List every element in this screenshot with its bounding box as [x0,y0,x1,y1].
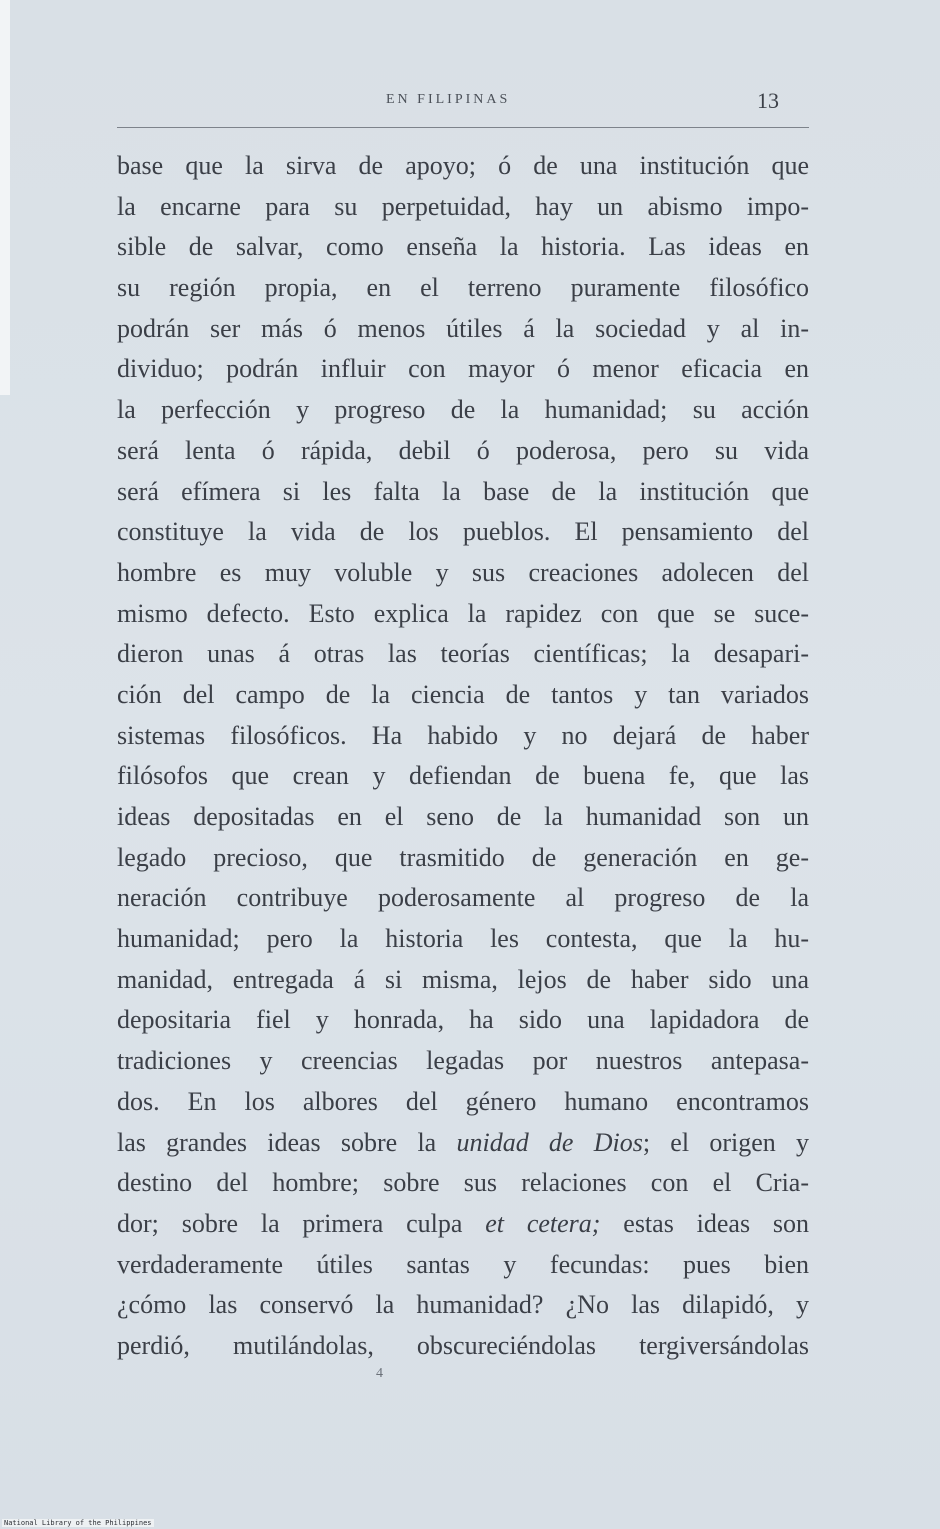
text-line: tradiciones y creencias legadas por nuestros antepasa- [117,1046,809,1076]
text-line: hombre es muy voluble y sus creaciones adolecen del [117,557,809,587]
text-line: dieron unas á otras las teorías científicas; la desapari- [117,639,809,669]
text-run: estas ideas son [600,1208,809,1238]
text-line: su región propia, en el terreno puramente filosófico [117,273,809,303]
text-run: ; el origen y [642,1127,809,1157]
running-head [0,88,940,116]
text-line: legado precioso, que trasmitido de generación en ge- [117,842,809,872]
text-line: neración contribuye poderosamente al progreso de la [117,883,809,913]
text-run: dor; sobre la primera culpa [117,1208,486,1238]
text-line: manidad, entregada á si misma, lejos de haber sido una [117,964,809,994]
page-number: 13 [757,88,779,113]
text-line: ¿cómo las conservó la humanidad? ¿No las dilapidó, y [117,1290,809,1320]
text-line: destino del hombre; sobre sus relaciones con el Cria- [117,1168,809,1198]
text-line: humanidad; pero la historia les contesta, que la hu- [117,924,809,954]
header-rule [117,127,809,128]
running-head-title: EN FILIPINAS [386,92,511,107]
text-line: sible de salvar, como enseña la historia. Las ideas en [117,232,809,262]
text-line: verdaderamente útiles santas y fecundas: pues bien [117,1249,809,1279]
text-run: las grandes ideas sobre la [117,1127,457,1157]
text-line: ción del campo de la ciencia de tantos y tan variados [117,679,809,709]
text-line [117,1123,809,1164]
text-line: la perfección y progreso de la humanidad; su acción [117,395,809,425]
page-edge [0,0,10,395]
text-line: constituye la vida de los pueblos. El pensamiento del [117,517,809,547]
catchword: 4 [376,1366,383,1381]
text-line: dividuo; podrán influir con mayor ó menor eficacia en [117,354,809,384]
italic-phrase: unidad de Dios [456,1127,643,1157]
text-line: mismo defecto. Esto explica la rapidez con que se suce- [117,598,809,628]
text-line: dos. En los albores del género humano encontramos [117,1086,809,1116]
text-line: base que la sirva de apoyo; ó de una institución que [117,151,809,180]
text-line: ideas depositadas en el seno de la humanidad son un [117,802,809,831]
text-line: será efímera si les falta la base de la institución que [117,476,809,506]
text-line: sistemas filosóficos. Ha habido y no dejará de haber [117,720,809,750]
text-line: la encarne para su perpetuidad, hay un abismo impo- [117,191,809,221]
body-text [117,146,809,1367]
text-line [117,1204,809,1245]
library-watermark: National Library of the Philippines [4,1519,152,1527]
text-line: podrán ser más ó menos útiles á la sociedad y al in- [117,313,809,343]
text-line: perdió, mutilándolas, obscureciéndolas tergiversándolas [117,1330,809,1360]
italic-phrase: et cetera; [485,1208,601,1238]
text-line: depositaria fiel y honrada, ha sido una lapidadora de [117,1005,809,1035]
text-line: filósofos que crean y defiendan de buena fe, que las [117,761,809,791]
text-line: será lenta ó rápida, debil ó poderosa, pero su vida [117,435,809,465]
